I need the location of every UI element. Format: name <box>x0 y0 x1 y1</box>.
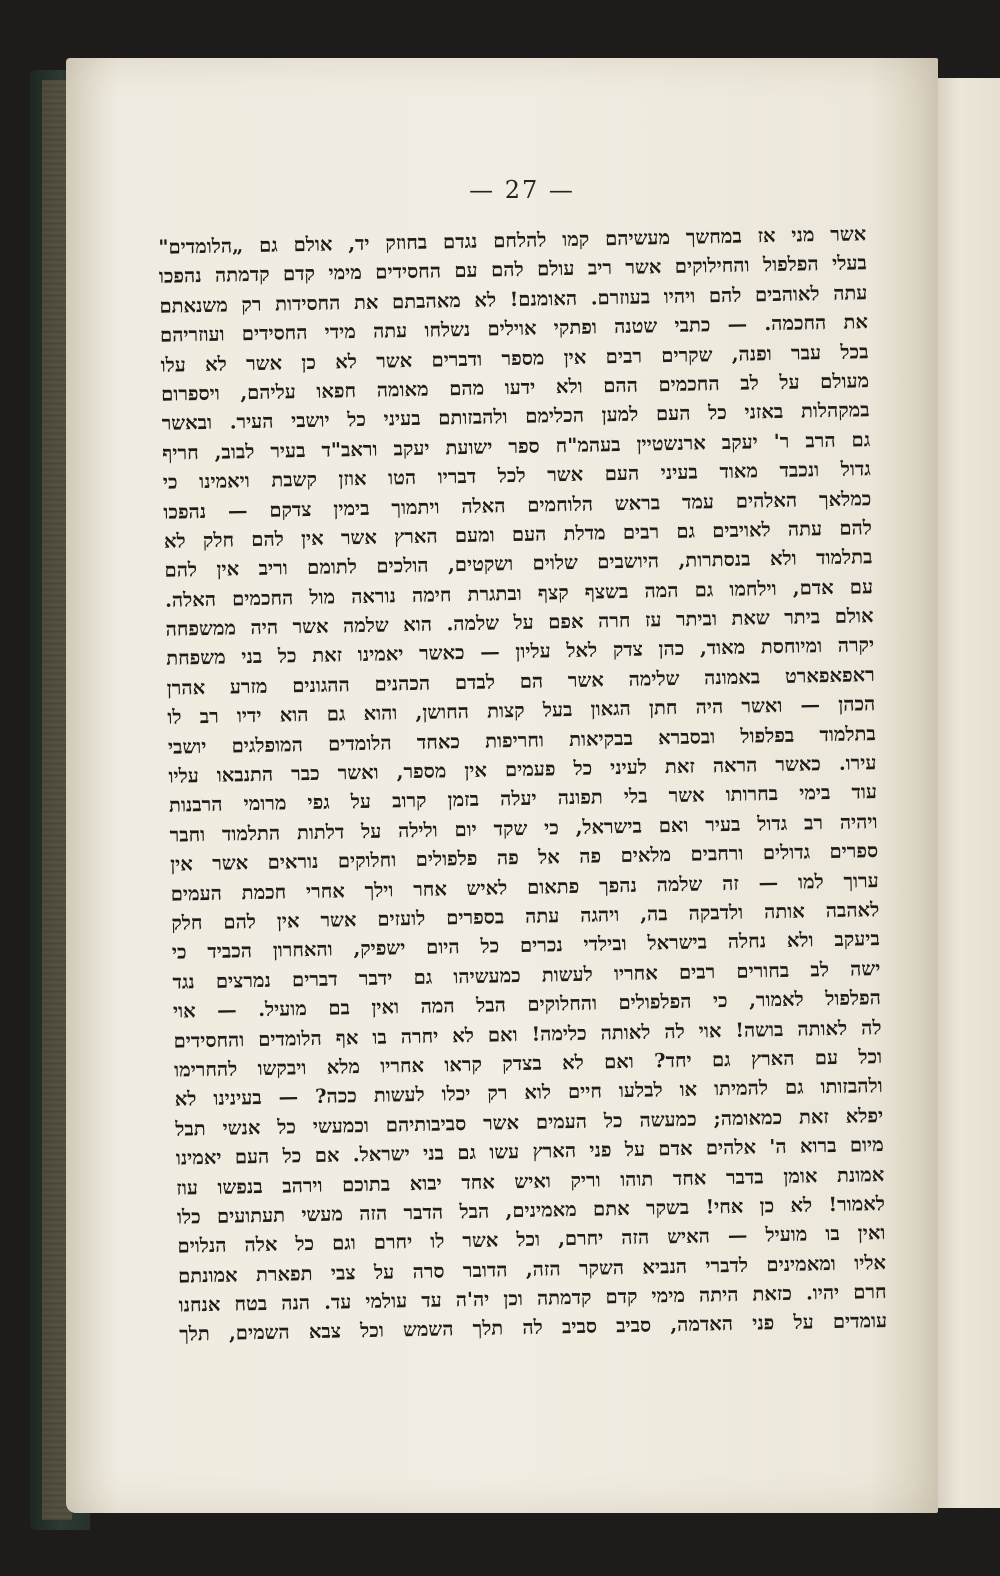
text-line: מעולם על לב החכמים ההם ולא ידעו מהם מאומה חפאו עליהם, ויספרום <box>160 369 870 406</box>
text-line: עוד בימי בחרותו אשר בלי תפונה יעלה בזמן קרוב על גפי מרומי הרבנות <box>168 780 878 818</box>
text-line: ואין בו מועיל — האיש הזה יחרם, וכל אשר לו יחרם וגם כל אלה הנלוים <box>177 1221 886 1258</box>
text-line: מיום ברוא ה' אלהים אדם על פני הארץ עשו גם בני ישראל. אם כל העם יאמינו <box>175 1133 884 1170</box>
text-line: וכל עם הארץ גם יחד? ואם לא בצדק קראו אחריו מלא ויבקשו להחרימו <box>173 1044 883 1082</box>
text-line: גדול ונכבד מאוד בעיני העם אשר לכל דבריו הטו אוזן קשבת ויאמינו כי <box>162 457 871 494</box>
text-line: עומדים על פני האדמה, סביב סביב לה תלך השמש וכל צבא השמים, תלך <box>178 1309 888 1347</box>
text-line: ישה לב בחורים רבים אחריו לעשות כמעשיהו גם ידבר דברים נמרצים נגד <box>172 956 881 994</box>
text-line: בעלי הפלפול והחילוקים אשר ריב עולם להם עם החסידים מימי קדם קדמתה נהפכו <box>158 251 867 289</box>
text-line: אליו ומאמינים לדברי הנביא השקר הזה, הדובר סרה על צבי תפארת אמונתם <box>177 1250 887 1288</box>
text-line: בתלמוד ולא בנסתרות, היושבים שלוים ושקטים, הולכים לתומם וריב אין להם <box>164 545 873 583</box>
text-line: הפלפול לאמור, כי הפלפולים והחלוקים הבל המה ואין בם מועיל. — אוי <box>172 986 882 1023</box>
text-line: ערוך למו — זה שלמה נהפך פתאום לאיש אחר וילך אחרי חכמת העמים <box>170 868 879 906</box>
text-line: יקרה ומיוחסת מאוד, כהן צדק לאל עליון — כאשר יאמינו זאת כל בני משפחת <box>166 633 875 671</box>
text-line: עירו. כאשר הראה זאת לעיני כל פעמים אין מספר, ואשר כבר התנבאו עליו <box>168 751 877 788</box>
text-line: ביעקב ולא נחלה בישראל ובילדי נכרים כל היום ישפיק, והאחרון הכביד כי <box>171 927 880 965</box>
text-line: חרם יהיו. כזאת היתה מימי קדם קדמתה וכן יה'ה עד עולמי עד. הנה בטח אנחנו <box>178 1280 887 1317</box>
text-line: אמונת אומן בדבר אחד תוהו וריק ואיש אחד יבוא בתוכם וירהב בנפשו עוז <box>176 1162 885 1200</box>
text-line: גם הרב ר' יעקב ארנשטיין בעהמ"ח ספר ישועת יעקב וראב"ד בעיר לבוב, חריף <box>162 427 871 465</box>
text-line: כמלאך האלהים עמד בראש הלוחמים האלה ויתמוך בימין צדקם — נהפכו <box>163 486 872 524</box>
text-line: ספרים גדולים ורחבים מלאים פה אל פה פלפולים וחלוקים נוראים אשר אין <box>169 839 879 876</box>
book-page <box>66 58 938 1513</box>
page-number: — 27 — <box>469 176 575 204</box>
text-line: עתה לאוהבים להם ויהיו בעוזרם. האומנם! לא מאהבתם את החסידות רק משנאתם <box>159 280 868 318</box>
text-line: לה לאותה בושה! אוי לה לאותה כלימה! ואם לא יחרה בו אף הלומדים והחסידים <box>173 1015 882 1053</box>
text-line: אשר מני אז במחשך מעשיהם קמו להלחם נגדם בחוזק יד, אולם גם „הלומדים" <box>158 222 867 259</box>
text-line: הכהן — ואשר היה חתן הגאון בעל קצות החושן, והוא גם הוא ידיו רב לו <box>167 692 876 729</box>
text-line: ראפאפארט באמונה שלימה אשר הם לבדם הכהנים ההגונים מזרע אהרן <box>166 662 875 700</box>
facing-page-edge <box>930 78 1000 1508</box>
text-line: לאהבה אותה ולדבקה בה, ויהגה עתה בספרים לועזים אשר אין להם חלק <box>171 898 880 935</box>
text-line: להם עתה לאויבים גם רבים מדלת העם ומעם הארץ אשר אין להם חלק לא <box>163 516 873 553</box>
text-line: ויהיה רב גדול בעיר ואם בישראל, כי שקד יום ולילה על דלתות התלמוד וחבר <box>169 809 878 847</box>
text-line: יפלא זאת כמאומה; כמעשה כל העמים אשר סביבותיהם וכמעשי כל אנשי תבל <box>175 1103 884 1141</box>
text-line: בתלמוד בפלפול ובסברא בבקיאות וחריפות כאחד הלומדים המופלגים יושבי <box>167 721 877 759</box>
text-line: בכל עבר ופנה, שקרים רבים אין מספר ודברים אשר לא כן אשר לא עלו <box>160 339 869 377</box>
hebrew-text-block <box>158 219 888 1380</box>
text-line: אולם ביתר שאת וביתר עז חרה אפם על שלמה. הוא שלמה אשר היה ממשפחה <box>165 604 874 641</box>
text-line: ולהבזותו גם להמיתו או לבלעו חיים לוא רק יכלו לעשות ככה? — בעינינו לא <box>174 1074 883 1111</box>
text-line: עם אדם, וילחמו גם המה בשצף קצף ובתגרת חימה נוראה מול החכמים האלה. <box>164 574 874 612</box>
text-line: במקהלות באזני כל העם למען הכלימם ולהבזותם בעיני כל יושבי העיר. ובאשר <box>161 398 870 436</box>
text-line: את החכמה. — כתבי שטנה ופתקי אוילים נשלחו עתה מידי החסידים ועוזריהם <box>159 310 869 347</box>
text-line: לאמור! לא כן אחי! בשקר אתם מאמינים, הבל הדבר הזה מעשי תעתועים כלו <box>176 1191 886 1229</box>
